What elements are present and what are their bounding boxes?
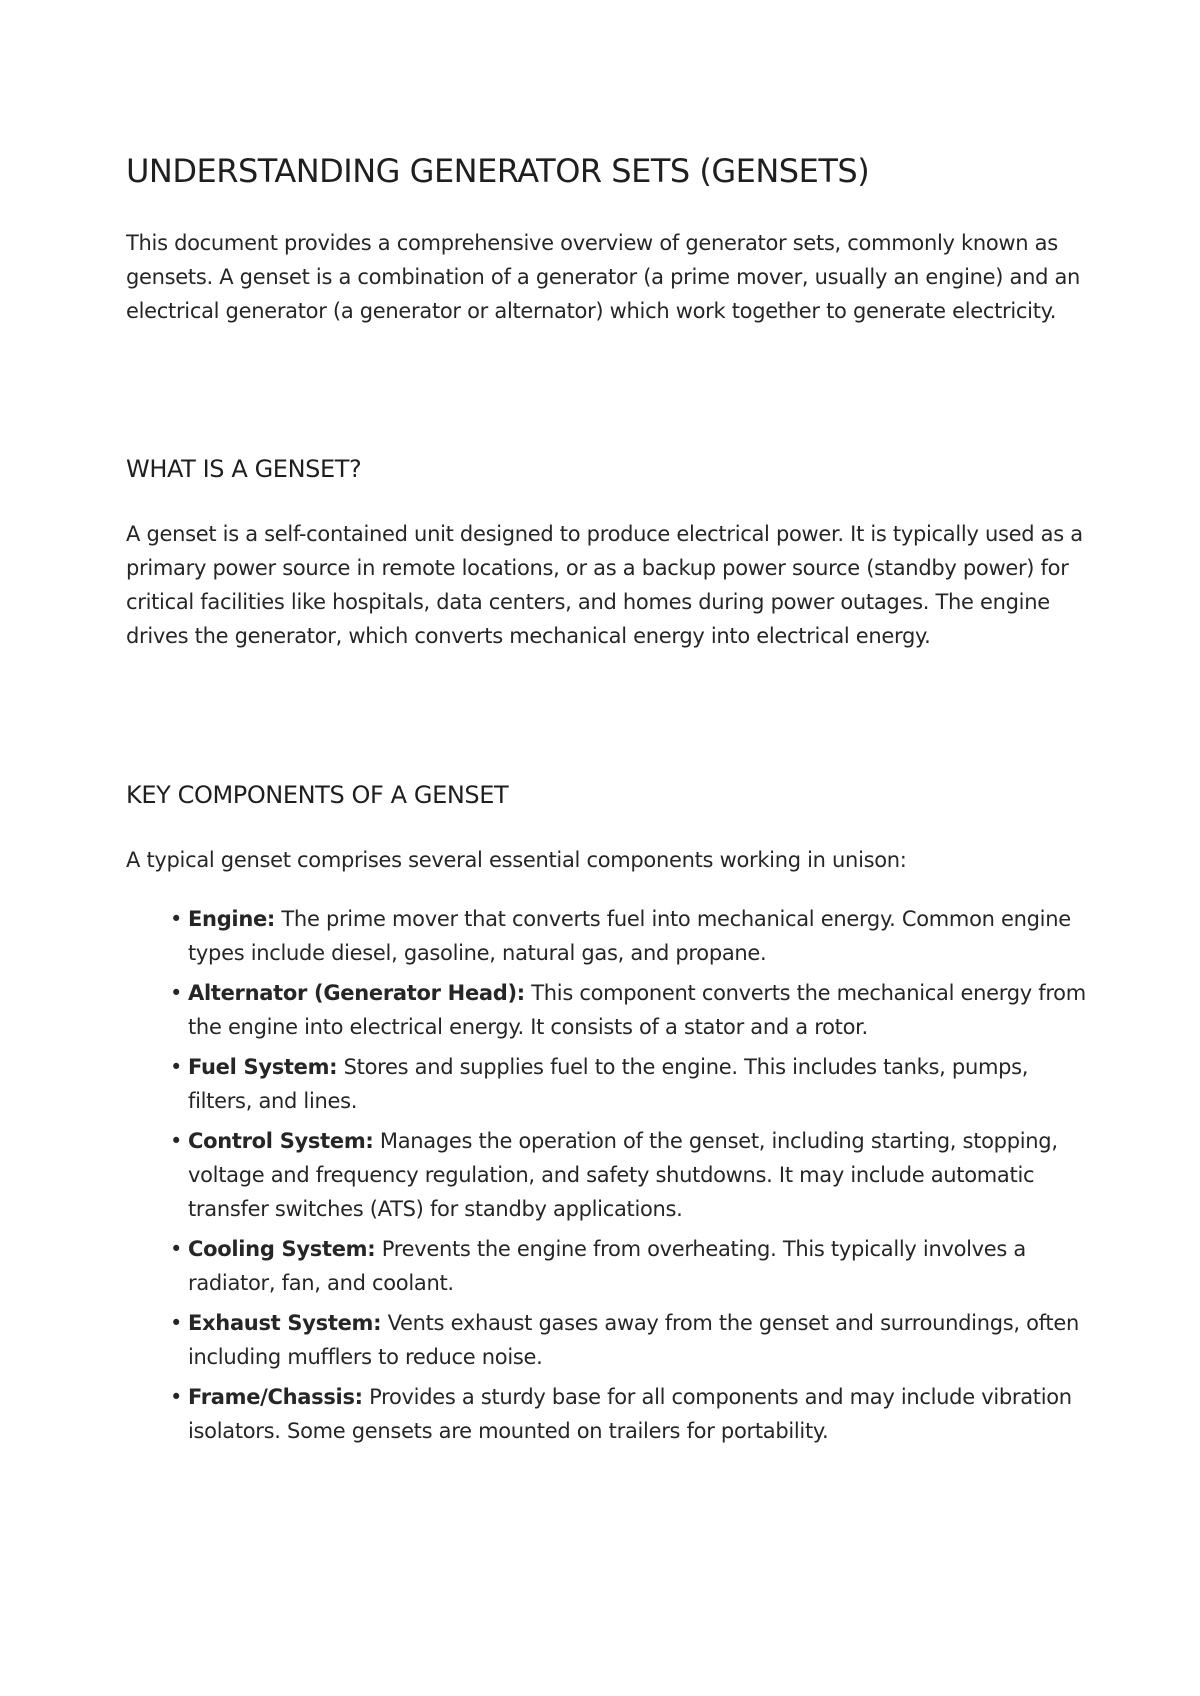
list-item — [170, 1050, 1090, 1118]
list-item — [170, 902, 1090, 970]
component-description: The prime mover that converts fuel into mechanical energy. Common engine types include diesel, gasoline, natural gas, and propane. — [188, 907, 1071, 965]
component-name: Exhaust System: — [188, 1311, 382, 1335]
bullet-icon: • — [170, 981, 183, 1005]
section-body-what-is-genset: A genset is a self-contained unit designed to produce electrical power. It is typically used as a primary power source in remote locations, or as a backup power source (standby power) for critical facilities like hospitals, data centers, and homes during power outages. The engine drives the generator, which converts mechanical energy into electrical energy. — [126, 522, 1083, 648]
section-body-key-components: A typical genset comprises several essential components working in unison: — [126, 848, 907, 872]
bullet-icon: • — [170, 907, 183, 931]
component-description: Prevents the engine from overheating. This typically involves a radiator, fan, and coolant. — [188, 1237, 1027, 1295]
bullet-icon: • — [170, 1385, 183, 1409]
component-description: Provides a sturdy base for all components and may include vibration isolators. Some gensets are mounted on trailers for portability. — [188, 1385, 1072, 1443]
component-name: Fuel System: — [188, 1055, 338, 1079]
list-item — [170, 1232, 1090, 1300]
list-item — [170, 1380, 1090, 1448]
component-name: Engine: — [188, 907, 276, 931]
list-item — [170, 1124, 1090, 1226]
component-description: Manages the operation of the genset, including starting, stopping, voltage and frequency regulation, and safety shutdowns. It may include automatic transfer switches (ATS) for standby applications. — [188, 1129, 1058, 1221]
component-name: Control System: — [188, 1129, 374, 1153]
components-list — [170, 902, 1090, 1454]
section-heading-key-components: KEY COMPONENTS OF A GENSET — [126, 781, 509, 809]
intro-paragraph: This document provides a comprehensive overview of generator sets, commonly known as gensets. A genset is a combination of a generator (a prime mover, usually an engine) and an electrical generator (a generator or alternator) which work together to generate electricity. — [126, 231, 1081, 323]
bullet-icon: • — [170, 1129, 183, 1153]
bullet-icon: • — [170, 1237, 183, 1261]
component-name: Frame/Chassis: — [188, 1385, 363, 1409]
section-heading-what-is-genset: WHAT IS A GENSET? — [126, 455, 362, 483]
list-item — [170, 976, 1090, 1044]
component-description: Vents exhaust gases away from the genset and surroundings, often including mufflers to reduce noise. — [188, 1311, 1079, 1369]
component-description: This component converts the mechanical energy from the engine into electrical energy. It consists of a stator and a rotor. — [188, 981, 1086, 1039]
list-item — [170, 1306, 1090, 1374]
component-name: Alternator (Generator Head): — [188, 981, 525, 1005]
bullet-icon: • — [170, 1311, 183, 1335]
bullet-icon: • — [170, 1055, 183, 1079]
component-description: Stores and supplies fuel to the engine. This includes tanks, pumps, filters, and lines. — [188, 1055, 1029, 1113]
page-title: UNDERSTANDING GENERATOR SETS (GENSETS) — [126, 152, 870, 190]
component-name: Cooling System: — [188, 1237, 376, 1261]
